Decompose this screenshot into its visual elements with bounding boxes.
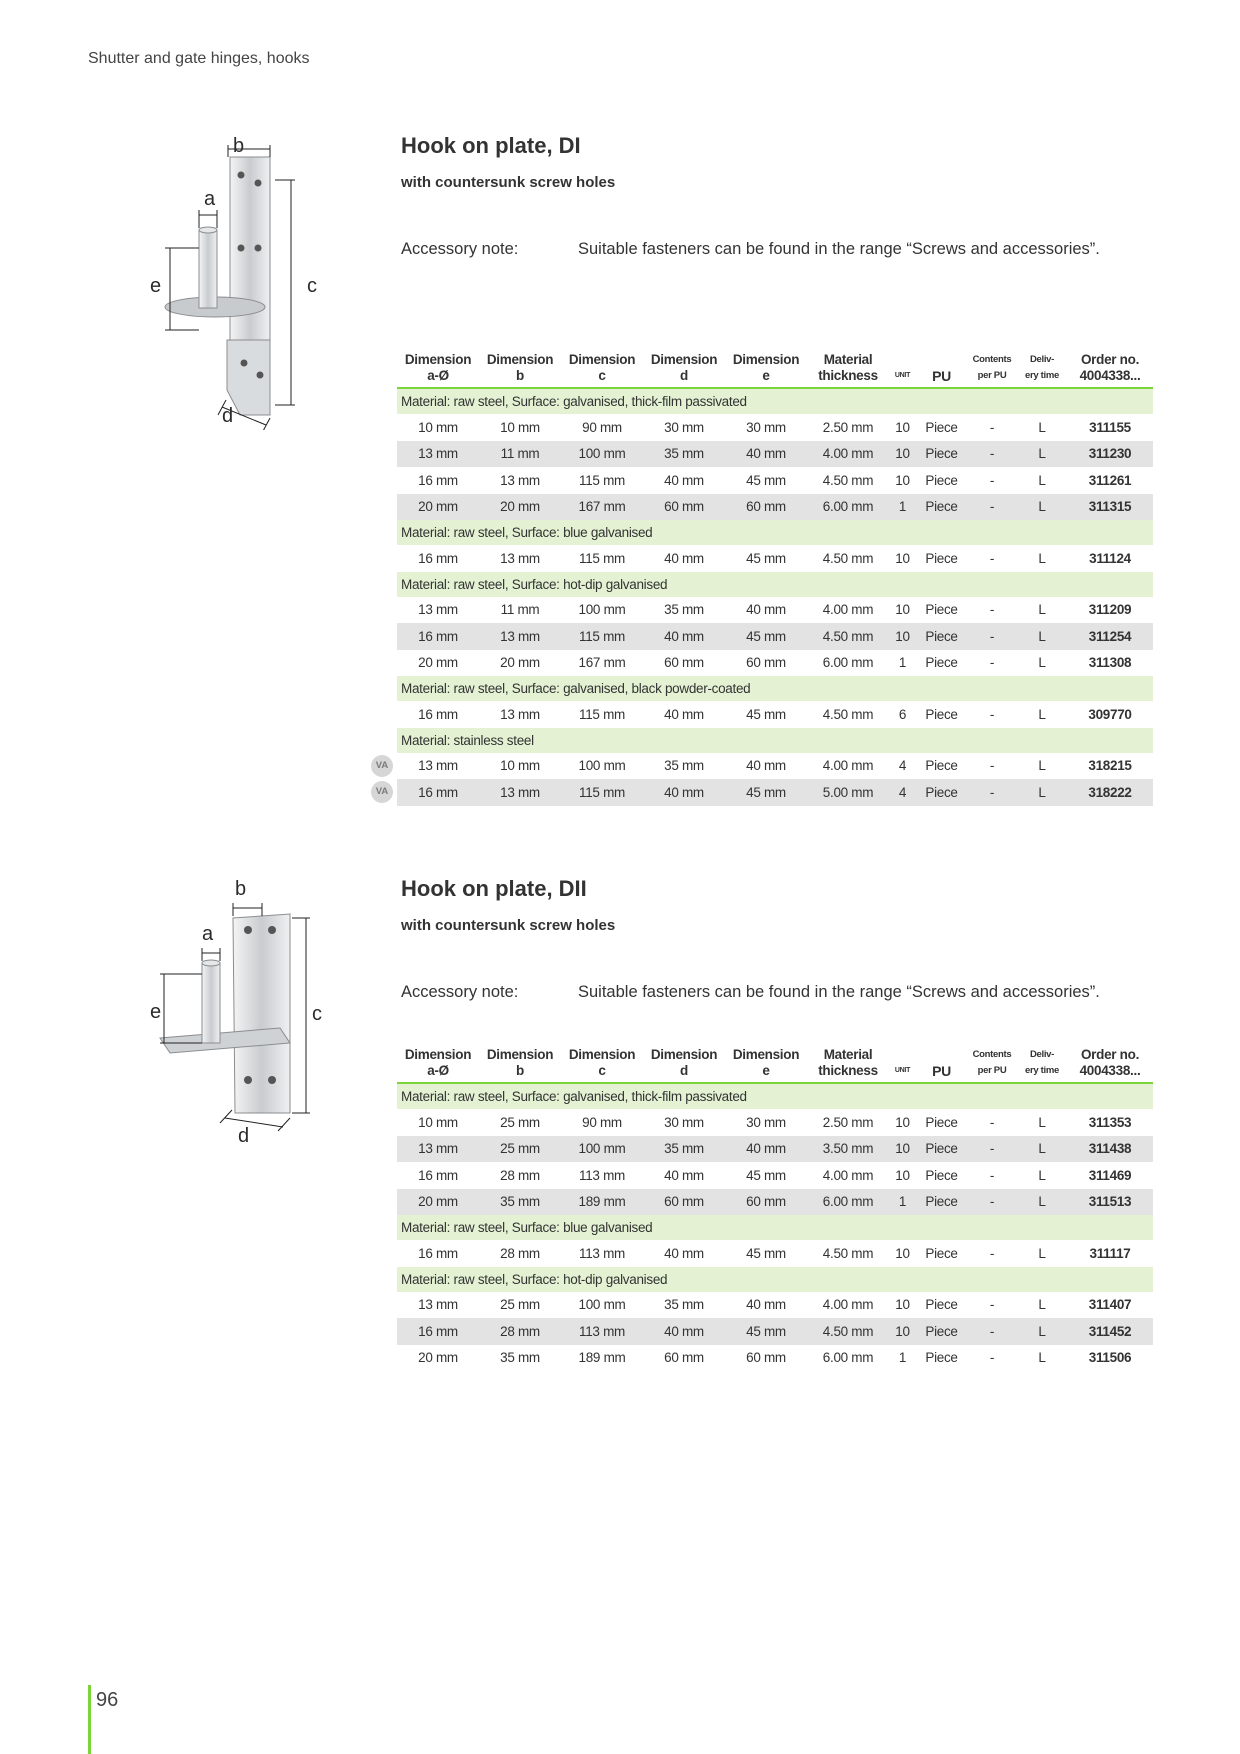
cell-e: 40 mm bbox=[725, 1136, 807, 1163]
cell-t: 6.00 mm bbox=[807, 494, 889, 521]
col-unit: UNIT bbox=[889, 1047, 916, 1083]
cell-d: 40 mm bbox=[664, 550, 704, 566]
cell-d: 35 mm bbox=[664, 602, 704, 618]
cell-order: 311506 bbox=[1088, 1350, 1132, 1366]
cell-e: 45 mm bbox=[746, 1167, 786, 1183]
accessory-note-text: Suitable fasteners can be found in the range “Screws and accessories”. bbox=[578, 240, 1100, 258]
cell-unit: 10 bbox=[895, 1245, 910, 1261]
cell-order: 311353 bbox=[1088, 1114, 1132, 1130]
product-table-di bbox=[397, 352, 1153, 806]
cell-contents: - bbox=[989, 1297, 995, 1313]
cell-unit: 10 bbox=[895, 550, 910, 566]
cell-d: 40 mm bbox=[664, 706, 704, 722]
cell-d: 40 mm bbox=[664, 472, 704, 488]
cell-a: 13 mm bbox=[418, 602, 458, 618]
table-row bbox=[397, 1318, 1153, 1345]
table-row bbox=[397, 494, 1153, 521]
cell-d: 40 mm bbox=[643, 623, 725, 650]
material-group-row bbox=[397, 520, 1153, 545]
cell-contents: - bbox=[967, 1136, 1017, 1163]
cell-c: 167 mm bbox=[561, 494, 643, 521]
cell-a: 16 mm bbox=[418, 1245, 458, 1261]
cell-a: 10 mm bbox=[418, 1114, 458, 1130]
product-table-body bbox=[397, 1083, 1153, 1371]
cell-contents: - bbox=[967, 494, 1017, 521]
cell-a: 16 mm bbox=[397, 623, 479, 650]
cell-order: 318215 bbox=[1088, 758, 1132, 774]
cell-contents: - bbox=[967, 441, 1017, 468]
cell-order: 311117 bbox=[1089, 1245, 1131, 1261]
cell-c: 115 mm bbox=[561, 623, 643, 650]
cell-unit: 1 bbox=[889, 494, 916, 521]
product-subtitle: with countersunk screw holes bbox=[401, 174, 616, 191]
cell-order: 311209 bbox=[1088, 602, 1132, 618]
cell-pu: Piece bbox=[925, 419, 958, 435]
cell-delivery: L bbox=[1038, 419, 1046, 435]
cell-b: 11 mm bbox=[500, 602, 540, 618]
cell-unit: 10 bbox=[889, 1318, 916, 1345]
cell-unit: 10 bbox=[895, 1297, 910, 1313]
cell-pu: Piece bbox=[916, 441, 967, 468]
cell-t: 4.00 mm bbox=[822, 602, 874, 618]
cell-delivery: L bbox=[1038, 550, 1046, 566]
cell-d: 30 mm bbox=[664, 419, 704, 435]
product-subtitle: with countersunk screw holes bbox=[401, 917, 616, 934]
figure-label-b: b bbox=[235, 878, 247, 900]
cell-e: 60 mm bbox=[725, 1189, 807, 1216]
cell-a: 16 mm bbox=[418, 550, 458, 566]
cell-unit: 10 bbox=[895, 472, 910, 488]
cell-d: 60 mm bbox=[664, 655, 704, 671]
cell-order: 311254 bbox=[1067, 623, 1153, 650]
cell-contents: - bbox=[967, 779, 1017, 806]
cell-c: 100 mm bbox=[578, 1297, 626, 1313]
cell-delivery: L bbox=[1038, 1245, 1046, 1261]
table-row bbox=[397, 623, 1153, 650]
col-dim-e: Dimension e bbox=[725, 352, 807, 388]
cell-t: 2.50 mm bbox=[822, 419, 874, 435]
cell-contents: - bbox=[989, 655, 995, 671]
cell-contents: - bbox=[989, 602, 995, 618]
cell-t: 4.50 mm bbox=[822, 706, 874, 722]
material-group-row bbox=[397, 676, 1153, 701]
cell-unit: 10 bbox=[889, 623, 916, 650]
cell-unit: 4 bbox=[889, 779, 916, 806]
figure-label-a: a bbox=[204, 188, 216, 210]
cell-delivery: L bbox=[1038, 655, 1046, 671]
cell-a: 13 mm bbox=[418, 1297, 458, 1313]
material-label: Material: raw steel, Surface: blue galvanised bbox=[397, 1215, 1153, 1240]
cell-b: 28 mm bbox=[500, 1167, 540, 1183]
cell-b: 13 mm bbox=[500, 472, 540, 488]
col-dim-a: Dimension a-Ø bbox=[397, 1047, 479, 1083]
col-thickness: Material thickness bbox=[807, 352, 889, 388]
cell-b: 20 mm bbox=[479, 494, 561, 521]
cell-d: 40 mm bbox=[664, 1245, 704, 1261]
cell-pu: Piece bbox=[925, 550, 958, 566]
cell-order: 311469 bbox=[1088, 1167, 1132, 1183]
cell-t: 3.50 mm bbox=[807, 1136, 889, 1163]
cell-a: 13 mm bbox=[397, 441, 479, 468]
cell-unit: 1 bbox=[898, 655, 907, 671]
figure-label-a: a bbox=[202, 923, 214, 945]
cell-unit: 10 bbox=[895, 1167, 910, 1183]
cell-unit: 10 bbox=[895, 419, 910, 435]
cell-c: 167 mm bbox=[578, 655, 626, 671]
cell-contents: - bbox=[989, 1350, 995, 1366]
cell-c: 90 mm bbox=[582, 1114, 622, 1130]
cell-e: 40 mm bbox=[746, 758, 786, 774]
cell-order: 311513 bbox=[1067, 1189, 1153, 1216]
cell-b: 10 mm bbox=[500, 419, 540, 435]
cell-d: 30 mm bbox=[664, 1114, 704, 1130]
material-label: Material: raw steel, Surface: galvanised, thick-film passivated bbox=[397, 388, 1153, 414]
cell-pu: Piece bbox=[925, 1167, 958, 1183]
figure-label-b: b bbox=[233, 135, 245, 157]
cell-a: 16 mm bbox=[397, 1318, 479, 1345]
table-row bbox=[397, 1345, 1153, 1372]
col-dim-d: Dimension d bbox=[643, 1047, 725, 1083]
material-group-row bbox=[397, 572, 1153, 597]
cell-unit: 4 bbox=[898, 758, 907, 774]
cell-contents: - bbox=[989, 758, 995, 774]
cell-b: 13 mm bbox=[500, 706, 540, 722]
col-contents: Contents per PU bbox=[967, 352, 1017, 388]
table-row bbox=[397, 1162, 1153, 1189]
cell-d: 40 mm bbox=[643, 779, 725, 806]
figure-label-c: c bbox=[312, 1003, 322, 1025]
stainless-steel-va-badge: VA bbox=[371, 781, 393, 803]
cell-d: 35 mm bbox=[643, 1136, 725, 1163]
cell-pu: Piece bbox=[916, 494, 967, 521]
cell-unit: 10 bbox=[895, 602, 910, 618]
col-dim-e: Dimension e bbox=[725, 1047, 807, 1083]
cell-d: 35 mm bbox=[664, 1297, 704, 1313]
page-section-title: Shutter and gate hinges, hooks bbox=[88, 50, 310, 67]
product-title: Hook on plate, DII bbox=[401, 876, 587, 901]
cell-t: 4.50 mm bbox=[807, 623, 889, 650]
cell-d: 60 mm bbox=[643, 494, 725, 521]
accessory-note-label: Accessory note: bbox=[401, 983, 519, 1001]
cell-a: 20 mm bbox=[397, 1189, 479, 1216]
table-row bbox=[397, 1136, 1153, 1163]
hook-diagram-dii bbox=[140, 878, 340, 1158]
page-number: 96 bbox=[96, 1689, 119, 1711]
cell-a: 20 mm bbox=[418, 655, 458, 671]
material-label: Material: raw steel, Surface: blue galvanised bbox=[397, 520, 1153, 545]
cell-b: 13 mm bbox=[500, 550, 540, 566]
cell-order: 311438 bbox=[1067, 1136, 1153, 1163]
cell-e: 45 mm bbox=[746, 550, 786, 566]
col-dim-c: Dimension c bbox=[561, 1047, 643, 1083]
cell-d: 35 mm bbox=[664, 758, 704, 774]
cell-contents: - bbox=[989, 1167, 995, 1183]
col-thickness: Material thickness bbox=[807, 1047, 889, 1083]
cell-pu: Piece bbox=[925, 706, 958, 722]
material-group-row bbox=[397, 1215, 1153, 1240]
cell-a: 20 mm bbox=[418, 1350, 458, 1366]
cell-unit: 10 bbox=[895, 1114, 910, 1130]
cell-delivery: L bbox=[1038, 1297, 1046, 1313]
material-label: Material: raw steel, Surface: hot-dip galvanised bbox=[397, 572, 1153, 597]
cell-t: 6.00 mm bbox=[822, 655, 874, 671]
cell-delivery: L bbox=[1038, 706, 1046, 722]
cell-d: 40 mm bbox=[664, 1167, 704, 1183]
cell-a: 10 mm bbox=[418, 419, 458, 435]
cell-delivery: L bbox=[1017, 494, 1067, 521]
col-dim-c: Dimension c bbox=[561, 352, 643, 388]
cell-pu: Piece bbox=[925, 1297, 958, 1313]
table-header-row bbox=[397, 352, 1153, 388]
table-row bbox=[397, 597, 1153, 624]
figure-label-d: d bbox=[222, 405, 234, 427]
cell-e: 45 mm bbox=[746, 1245, 786, 1261]
table-row bbox=[397, 753, 1153, 780]
material-label: Material: raw steel, Surface: galvanised, black powder-coated bbox=[397, 676, 1153, 701]
col-dim-d: Dimension d bbox=[643, 352, 725, 388]
cell-unit: 10 bbox=[889, 1136, 916, 1163]
cell-e: 40 mm bbox=[725, 441, 807, 468]
cell-c: 115 mm bbox=[579, 472, 625, 488]
hook-on-plate-dii-figure bbox=[140, 878, 340, 1163]
cell-d: 40 mm bbox=[643, 1318, 725, 1345]
cell-unit: 10 bbox=[889, 441, 916, 468]
material-group-row bbox=[397, 388, 1153, 414]
material-label: Material: raw steel, Surface: galvanised, thick-film passivated bbox=[397, 1083, 1153, 1109]
cell-c: 113 mm bbox=[579, 1167, 625, 1183]
figure-label-e: e bbox=[150, 1001, 162, 1023]
col-order: Order no. 4004338... bbox=[1067, 352, 1153, 388]
cell-contents: - bbox=[989, 1245, 995, 1261]
cell-delivery: L bbox=[1017, 1318, 1067, 1345]
cell-b: 13 mm bbox=[479, 623, 561, 650]
page-number-bar bbox=[88, 1685, 91, 1754]
material-group-row bbox=[397, 1083, 1153, 1109]
cell-order: 311124 bbox=[1089, 550, 1131, 566]
cell-e: 45 mm bbox=[725, 1318, 807, 1345]
table-row bbox=[397, 1109, 1153, 1136]
cell-a: 16 mm bbox=[397, 779, 479, 806]
stainless-steel-va-badge: VA bbox=[371, 755, 393, 777]
cell-a: 16 mm bbox=[418, 706, 458, 722]
cell-e: 60 mm bbox=[746, 1350, 786, 1366]
figure-label-e: e bbox=[150, 275, 162, 297]
table-row bbox=[397, 545, 1153, 572]
cell-c: 100 mm bbox=[578, 602, 626, 618]
cell-e: 40 mm bbox=[746, 1297, 786, 1313]
cell-contents: - bbox=[989, 706, 995, 722]
table-header-row bbox=[397, 1047, 1153, 1083]
material-group-row bbox=[397, 728, 1153, 753]
cell-order: 311452 bbox=[1067, 1318, 1153, 1345]
cell-t: 4.50 mm bbox=[822, 1245, 874, 1261]
cell-b: 35 mm bbox=[500, 1350, 540, 1366]
cell-c: 115 mm bbox=[579, 706, 625, 722]
cell-contents: - bbox=[989, 550, 995, 566]
cell-delivery: L bbox=[1017, 441, 1067, 468]
cell-t: 4.50 mm bbox=[822, 550, 874, 566]
cell-order: 311230 bbox=[1067, 441, 1153, 468]
table-row bbox=[397, 1292, 1153, 1319]
cell-b: 25 mm bbox=[479, 1136, 561, 1163]
cell-order: 318222 bbox=[1067, 779, 1153, 806]
cell-unit: 1 bbox=[898, 1350, 907, 1366]
cell-contents: - bbox=[989, 419, 995, 435]
cell-contents: - bbox=[967, 1189, 1017, 1216]
col-delivery: Deliv- ery time bbox=[1017, 1047, 1067, 1083]
cell-pu: Piece bbox=[916, 779, 967, 806]
cell-b: 25 mm bbox=[500, 1297, 540, 1313]
cell-e: 45 mm bbox=[725, 623, 807, 650]
col-dim-a: Dimension a-Ø bbox=[397, 352, 479, 388]
cell-t: 5.00 mm bbox=[807, 779, 889, 806]
cell-c: 113 mm bbox=[579, 1245, 625, 1261]
table-row bbox=[397, 441, 1153, 468]
cell-a: 20 mm bbox=[397, 494, 479, 521]
cell-t: 2.50 mm bbox=[822, 1114, 874, 1130]
cell-a: 13 mm bbox=[418, 758, 458, 774]
cell-e: 60 mm bbox=[746, 655, 786, 671]
cell-delivery: L bbox=[1017, 623, 1067, 650]
col-contents: Contents per PU bbox=[967, 1047, 1017, 1083]
table-row bbox=[397, 414, 1153, 441]
cell-e: 45 mm bbox=[725, 779, 807, 806]
cell-d: 35 mm bbox=[643, 441, 725, 468]
cell-c: 100 mm bbox=[578, 758, 626, 774]
cell-unit: 1 bbox=[889, 1189, 916, 1216]
cell-t: 4.00 mm bbox=[807, 441, 889, 468]
cell-order: 311308 bbox=[1088, 655, 1132, 671]
table-row bbox=[397, 650, 1153, 677]
cell-b: 11 mm bbox=[479, 441, 561, 468]
col-unit: UNIT bbox=[889, 352, 916, 388]
cell-delivery: L bbox=[1038, 472, 1046, 488]
cell-t: 4.00 mm bbox=[822, 1297, 874, 1313]
cell-c: 189 mm bbox=[578, 1350, 626, 1366]
cell-pu: Piece bbox=[925, 1245, 958, 1261]
cell-t: 6.00 mm bbox=[822, 1350, 874, 1366]
cell-e: 30 mm bbox=[746, 419, 786, 435]
cell-order: 311315 bbox=[1067, 494, 1153, 521]
col-dim-b: Dimension b bbox=[479, 1047, 561, 1083]
table-row bbox=[397, 1240, 1153, 1267]
cell-c: 100 mm bbox=[561, 1136, 643, 1163]
cell-delivery: L bbox=[1017, 779, 1067, 806]
cell-e: 60 mm bbox=[725, 494, 807, 521]
cell-a: 13 mm bbox=[397, 1136, 479, 1163]
col-dim-b: Dimension b bbox=[479, 352, 561, 388]
cell-c: 113 mm bbox=[561, 1318, 643, 1345]
cell-contents: - bbox=[989, 1114, 995, 1130]
cell-contents: - bbox=[967, 1318, 1017, 1345]
cell-c: 100 mm bbox=[561, 441, 643, 468]
accessory-note-text: Suitable fasteners can be found in the range “Screws and accessories”. bbox=[578, 983, 1100, 1001]
cell-pu: Piece bbox=[925, 1350, 958, 1366]
col-delivery: Deliv- ery time bbox=[1017, 352, 1067, 388]
material-label: Material: raw steel, Surface: hot-dip galvanised bbox=[397, 1267, 1153, 1292]
cell-t: 4.00 mm bbox=[822, 1167, 874, 1183]
cell-order: 311261 bbox=[1088, 472, 1132, 488]
cell-a: 16 mm bbox=[418, 472, 458, 488]
cell-delivery: L bbox=[1038, 1167, 1046, 1183]
cell-b: 20 mm bbox=[500, 655, 540, 671]
cell-pu: Piece bbox=[925, 602, 958, 618]
material-label: Material: stainless steel bbox=[397, 728, 1153, 753]
cell-contents: - bbox=[967, 623, 1017, 650]
figure-label-c: c bbox=[307, 275, 317, 297]
hook-on-plate-di-figure bbox=[140, 135, 340, 435]
table-row bbox=[397, 779, 1153, 806]
cell-e: 45 mm bbox=[746, 706, 786, 722]
cell-c: 189 mm bbox=[561, 1189, 643, 1216]
product-table-dii bbox=[397, 1047, 1153, 1371]
cell-delivery: L bbox=[1017, 1189, 1067, 1216]
accessory-note-label: Accessory note: bbox=[401, 240, 519, 258]
cell-unit: 6 bbox=[898, 706, 907, 722]
cell-b: 35 mm bbox=[479, 1189, 561, 1216]
cell-c: 115 mm bbox=[561, 779, 643, 806]
cell-b: 28 mm bbox=[500, 1245, 540, 1261]
cell-delivery: L bbox=[1038, 602, 1046, 618]
cell-t: 6.00 mm bbox=[807, 1189, 889, 1216]
cell-delivery: L bbox=[1017, 1136, 1067, 1163]
cell-a: 16 mm bbox=[418, 1167, 458, 1183]
cell-b: 28 mm bbox=[479, 1318, 561, 1345]
col-pu: PU bbox=[916, 352, 967, 388]
cell-pu: Piece bbox=[916, 1189, 967, 1216]
cell-order: 311155 bbox=[1089, 419, 1131, 435]
cell-b: 10 mm bbox=[500, 758, 540, 774]
cell-pu: Piece bbox=[925, 758, 958, 774]
cell-d: 60 mm bbox=[664, 1350, 704, 1366]
col-order: Order no. 4004338... bbox=[1067, 1047, 1153, 1083]
cell-t: 4.50 mm bbox=[807, 1318, 889, 1345]
col-pu: PU bbox=[916, 1047, 967, 1083]
cell-b: 13 mm bbox=[479, 779, 561, 806]
table-row bbox=[397, 1189, 1153, 1216]
cell-pu: Piece bbox=[916, 1136, 967, 1163]
cell-t: 4.00 mm bbox=[822, 758, 874, 774]
product-title: Hook on plate, DI bbox=[401, 133, 581, 158]
cell-order: 309770 bbox=[1088, 706, 1132, 722]
figure-label-d: d bbox=[238, 1125, 250, 1147]
cell-contents: - bbox=[989, 472, 995, 488]
table-row bbox=[397, 467, 1153, 494]
cell-delivery: L bbox=[1038, 1350, 1046, 1366]
cell-b: 25 mm bbox=[500, 1114, 540, 1130]
cell-d: 60 mm bbox=[643, 1189, 725, 1216]
product-table-body bbox=[397, 388, 1153, 806]
cell-c: 90 mm bbox=[582, 419, 622, 435]
cell-t: 4.50 mm bbox=[822, 472, 874, 488]
material-group-row bbox=[397, 1267, 1153, 1292]
cell-pu: Piece bbox=[916, 1318, 967, 1345]
cell-pu: Piece bbox=[916, 623, 967, 650]
cell-pu: Piece bbox=[925, 472, 958, 488]
cell-order: 311407 bbox=[1088, 1297, 1132, 1313]
cell-pu: Piece bbox=[925, 1114, 958, 1130]
cell-pu: Piece bbox=[925, 655, 958, 671]
cell-c: 115 mm bbox=[579, 550, 625, 566]
cell-e: 30 mm bbox=[746, 1114, 786, 1130]
cell-delivery: L bbox=[1038, 1114, 1046, 1130]
table-row bbox=[397, 701, 1153, 728]
cell-e: 45 mm bbox=[746, 472, 786, 488]
cell-e: 40 mm bbox=[746, 602, 786, 618]
cell-delivery: L bbox=[1038, 758, 1046, 774]
